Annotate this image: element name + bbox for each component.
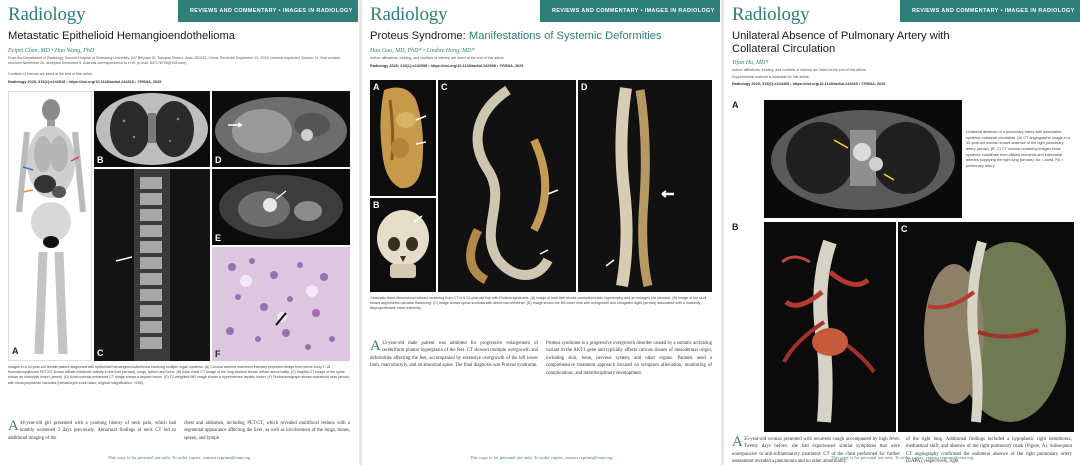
article-citation: Radiology 2025; 315(1):e242818 • https://doi.org/10.1148/radiol.242818 • ©RSNA, 2025 (8, 80, 162, 84)
panel-label-c: C (97, 348, 104, 358)
article-disclosures: Conflicts of interest are listed at the end of this article. (8, 72, 94, 76)
article-authors: Peipei Chen, MD • Hao Wang, PhD (8, 48, 95, 54)
panel-label-f: F (215, 349, 221, 359)
section-banner: REVIEWS AND COMMENTARY • IMAGES IN RADIOLOGY (900, 0, 1080, 22)
article-title: Metastatic Epithelioid Hemangioendothelioma (8, 30, 235, 42)
feet-render-image (370, 80, 436, 196)
panel-label-b: B (732, 222, 739, 232)
body-column-1 (370, 340, 538, 370)
body-column-2: Proteus syndrome is a progressive overgrowth disorder caused by a somatic activating variant in the AKT1 gene and typically affects various tissues of mesodermal origin, including skin, bone, nervous system, and other organs. Patients need a comprehensive treatment approach focused on symptom alleviation, monitoring of complications, and interdisciplinary development. (546, 341, 712, 376)
article-supplemental: Supplemental material is available for this article. (732, 75, 810, 79)
journal-masthead: Radiology (8, 4, 86, 25)
title-sub: Manifestations of Systemic Deformities (465, 30, 662, 42)
vr-render-image-c (898, 222, 1074, 432)
article-title (370, 30, 662, 43)
page-footer: This copy is for personal use only. To order copies, contact reprints@rsna.org (830, 455, 974, 460)
article-page-2 (362, 0, 720, 465)
pet-mip-image (9, 92, 93, 362)
article-title: Unilateral Absence of Pulmonary Artery with Collateral Circulation (732, 30, 950, 55)
skull-render-image (370, 198, 436, 292)
journal-masthead: Radiology (370, 4, 448, 25)
figure-panel-a (370, 80, 436, 196)
body-text: 44-year-old girl presented with a yearlong history of neck pain, which had notably worsened 2 days previously. Abnormal findings at neck CT led to additional imaging of the (8, 421, 176, 441)
body-column-2: of the right lung. Additional findings included a hypoplastic right hemithorax, mediastinal shift, and absence of the right pulmonary trunk (Figure, A). Subsequent CT angiography confirmed the unilateral absence of the right pulmonary artery (UAPA), respectively, right (906, 437, 1072, 465)
lung-ct-image (94, 91, 210, 167)
figure-panel-e (212, 169, 350, 245)
figure-side-caption: Unilateral absence of a pulmonary artery with associated systemic collateral circulation. (A) CT angiographic image in a 35-year-old woman shows absence of the right pulmonary artery (arrow). (B, C) CT volume-rendering images show systemic collaterals from dilated bronchial and intercostal arteries supplying the right lung (arrows). Ao = aorta, PA = pulmonary artery. (966, 130, 1070, 169)
figure-panel-d (212, 91, 350, 167)
article-citation: Radiology 2025; 315(1):e243465 • https://doi.org/10.1148/radiol.243465 • ©RSNA, 2025 (732, 82, 886, 86)
histology-image (212, 247, 350, 361)
title-main: Proteus Syndrome: (370, 30, 466, 42)
article-affiliation: From the Department of Radiology, Second Hospital of Shandong University, 247 Beiyuan St, Tianqiao District, Jinan 250033, China. Received September 19, 2024; revision requested October 21; final revision received November 26; accepted December 6. Address correspondence to H.W. (e-mail: 847176755@163.com). (8, 56, 341, 66)
leg-render-image (578, 80, 712, 292)
article-authors: Yifan Hu, MD* (732, 60, 769, 66)
panel-label-e: E (215, 233, 222, 243)
ct-angiography-image (764, 100, 962, 218)
panel-label-b: B (373, 200, 380, 210)
figure-panel-b (370, 198, 436, 292)
drop-cap: A (370, 338, 381, 354)
page-footer: This copy is for personal use only. To order copies, contact reprints@rsna.org (107, 455, 251, 460)
figure-caption: Images in a 44-year-old female patient diagnosed with epithelioid hemangioendothelioma involving multiple organ systems. (A) Coronal anterior maximum intensity projection image from whole-body F-18 fluorodeoxyglucose PET/CT shows diffuse metabolic activity in the liver (arrows), lungs, spleen and bone. (B) Axial chest CT image of the lung window shows diffuse abnormality. (C) Sagittal CT image of the spine shows an osteolytic lesion (arrow). (D) Axial contrast-enhanced CT image shows a hepatic lesion. (E) T2-weighted MR image shows a hyperintense hepatic lesion. (F) Photomicrograph shows epithelioid cells (arrow) with intracytoplasmic vacuoles (hematoxylin-eosin stain; original magnification, ×200). (8, 365, 350, 385)
panel-label-b: B (97, 155, 104, 165)
page-footer: This copy is for personal use only. To order copies, contact reprints@rsna.org (469, 455, 613, 460)
vr-render-image-b (764, 222, 896, 432)
figure-panel-c (438, 80, 576, 292)
drop-cap: A (732, 434, 743, 450)
body-column-1 (732, 436, 900, 466)
article-authors: Hao Guo, MD, PhD* • Lindsie Hong, MD* (370, 48, 475, 54)
figure-panel-a (8, 91, 92, 361)
panel-label-a: A (732, 100, 739, 110)
article-affiliation: Author affiliations, funding, and conflicts of interest are listed at the end of this article. (732, 68, 867, 72)
figure-panel-c (898, 222, 1074, 432)
body-text: 13-year-old male patient was admitted for progressive enlargement of cerebriform plantar hyperplasia of the feet. CT showed multiple overgrowth and deformities affecting the feet, accompanied by extensive overgrowth of the left lower limb, macrodactyly, and an abnormal spine. The final diagnosis was Proteus syndrome. (370, 341, 538, 369)
panel-label-c: C (901, 224, 908, 234)
figure-caption: Cinematic three-dimensional volume rendering from CT in a 13-year-old boy with Proteus syndrome. (A) Image of both feet shows cerebriform sole hypertrophy and an enlarged toe (arrows). (B) Image of the skull shows asymmetric calvarial thickening. (C) Image shows spinal scoliosis with abnormal vertebrae. (D) Image shows the left lower limb with overgrowth and elongated digits (arrows) associated with a markedly disproportionate lower extremity. (370, 296, 707, 311)
figure-panel-f (212, 247, 350, 361)
drop-cap: A (8, 418, 19, 434)
figure-panel-a (732, 100, 962, 218)
journal-masthead: Radiology (732, 4, 810, 25)
figure-panel-d (578, 80, 712, 292)
article-page-3 (724, 0, 1080, 465)
panel-label-a: A (12, 346, 19, 356)
article-citation: Radiology 2025; 315(1):e242998 • https://doi.org/10.1148/radiol.242998 • ©RSNA, 2025 (370, 64, 524, 68)
article-affiliation: Author affiliations, funding, and conflicts of interest are listed at the end of this article. (370, 56, 505, 60)
panel-label-a: A (373, 82, 380, 92)
figure-panel-c (94, 169, 210, 361)
body-text: 35-year-old woman presented with recurrent cough accompanied by high fever. Twenty days before, she had experienced similar symptoms that were unresponsive to anti-inflammatory treatment. CT of the chest performed for further assessment revealed a pneumonia and no other abnormality. (732, 437, 900, 465)
spine-ct-image (94, 169, 210, 361)
article-page-1 (0, 0, 358, 465)
panel-label-c: C (441, 82, 448, 92)
liver-ct-image (212, 91, 350, 167)
panel-label-d: D (215, 155, 222, 165)
figure-panel-b (732, 222, 896, 432)
mri-image (212, 169, 350, 245)
body-column-2: chest and abdomen, including PET/CT, which revealed multifocal lesions with a segmental appearance affecting the liver, as well as involvement of the lungs, bones, spleen, and lymph (184, 421, 350, 441)
section-banner: REVIEWS AND COMMENTARY • IMAGES IN RADIOLOGY (178, 0, 358, 22)
figure-panel-b (94, 91, 210, 167)
body-column-1 (8, 420, 176, 442)
panel-label-d: D (581, 82, 588, 92)
section-banner: REVIEWS AND COMMENTARY • IMAGES IN RADIOLOGY (540, 0, 720, 22)
spine-render-image (438, 80, 576, 292)
